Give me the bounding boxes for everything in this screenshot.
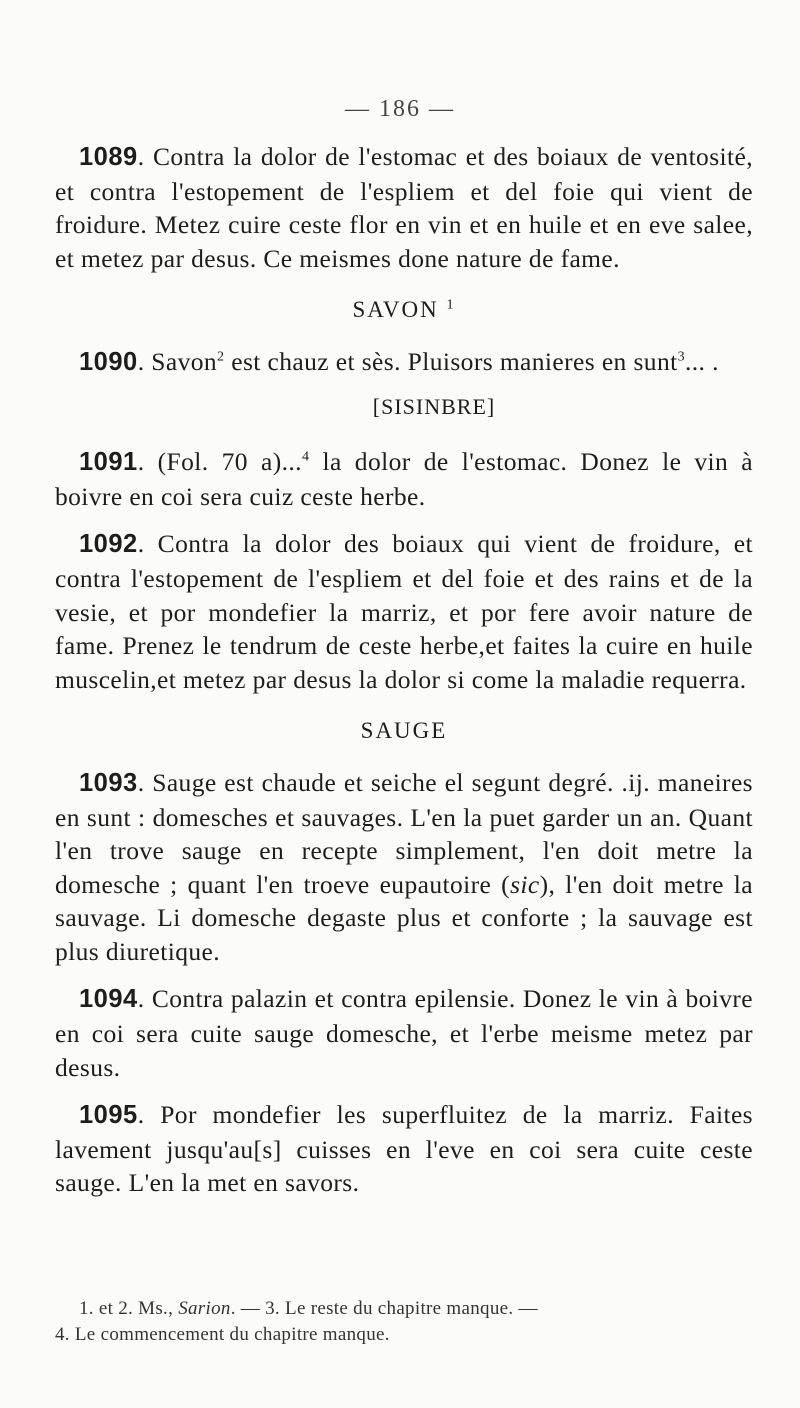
entry-text: la dolor de l'estomac. Donez le vin à boivre en coi sera cuiz ceste herbe.: [55, 447, 754, 511]
section-tag-sisinbre: [SISINBRE]: [372, 393, 496, 419]
footnote-ref: 1: [446, 297, 456, 313]
entry-text: . Contra la dolor des boiaux qui vient de froidure, et contra l'estopement de l'espliem et del foie et des rains et de la vesie, et por mondefier la marriz, et por fere avoir nature de fame. Prenez le tendrum de ceste herbe,et faites la cuire en huile muscelin,et metez par desus la dolor si come la maladie requerra.: [55, 529, 753, 694]
footnote-ref: 2: [217, 349, 225, 365]
entry-number: 1093: [79, 768, 138, 797]
footnote-line: 4. Le commencement du chapitre manque.: [55, 1324, 390, 1345]
entry-1089: [55, 140, 753, 275]
section-heading-sauge: SAUGE: [360, 718, 448, 744]
entry-number: 1090: [79, 347, 138, 376]
heading-text: SAVON: [352, 297, 439, 323]
footnote-text: Sarion: [178, 1298, 231, 1319]
entry-1091: [55, 445, 753, 513]
entry-number: 1094: [79, 985, 138, 1014]
footnote-text: 1. et 2. Ms.,: [79, 1298, 179, 1319]
entry-text: . Sauge est chaude et seiche el segunt degré. .ij. maneires en sunt : domesches et sauvages. L'en la puet garder un an. Quant l'en trove sauge en recepte simplement, l'en doit metre la domesche ; quant l'en troeve eupautoire (: [55, 767, 753, 899]
footnote-line: [55, 1296, 753, 1322]
footnote-ref: 3: [677, 349, 685, 365]
entry-text: . Por mondefier les superfluitez de la marriz. Faites lavement jusqu'au[s] cuisses en l'eve en coi sera cuite ceste sauge. L'en la met en savors.: [55, 1100, 753, 1198]
entry-text: est chauz et sès. Pluisors manieres en sunt: [224, 346, 678, 376]
entry-1095: [55, 1098, 753, 1200]
entry-number: 1092: [79, 530, 138, 559]
entry-number: 1089: [79, 143, 138, 171]
entry-text: ... .: [685, 346, 719, 376]
footnote-text: . — 3. Le reste du chapitre manque. —: [230, 1298, 538, 1319]
entry-1094: [55, 982, 753, 1084]
section-heading-savon: [55, 293, 753, 327]
footnotes: [55, 1296, 753, 1348]
entry-text: . (Fol. 70 a)...: [137, 447, 302, 477]
entry-text: . Contra palazin et contra epilensie. Donez le vin à boivre en coi sera cuite sauge domesche, et l'erbe meisme metez par desus.: [55, 984, 753, 1082]
page-number: — 186 —: [345, 96, 455, 122]
main-text: [55, 140, 753, 1214]
entry-1093: [55, 766, 753, 969]
footnote-ref: 4: [301, 449, 310, 465]
entry-number: 1095: [79, 1101, 138, 1130]
entry-number: 1091: [79, 448, 138, 477]
entry-1092: [55, 527, 753, 696]
entry-1090: [55, 345, 753, 380]
entry-text: . Contra la dolor de l'estomac et des boiaux de ventosité, et contra l'estopement de l'espliem et del foie qui vient de froidure. Metez cuire ceste flor en vin et en huile et en eve salee, et metez par desus. Ce meismes done nature de fame.: [55, 142, 753, 273]
entry-text: ), l'en doit metre la sauvage. Li domesche degaste plus et conforte ; la sauvage est plus diuretique.: [55, 869, 753, 966]
entry-text: . Savon: [137, 346, 218, 376]
sic-mark: sic: [510, 869, 540, 899]
